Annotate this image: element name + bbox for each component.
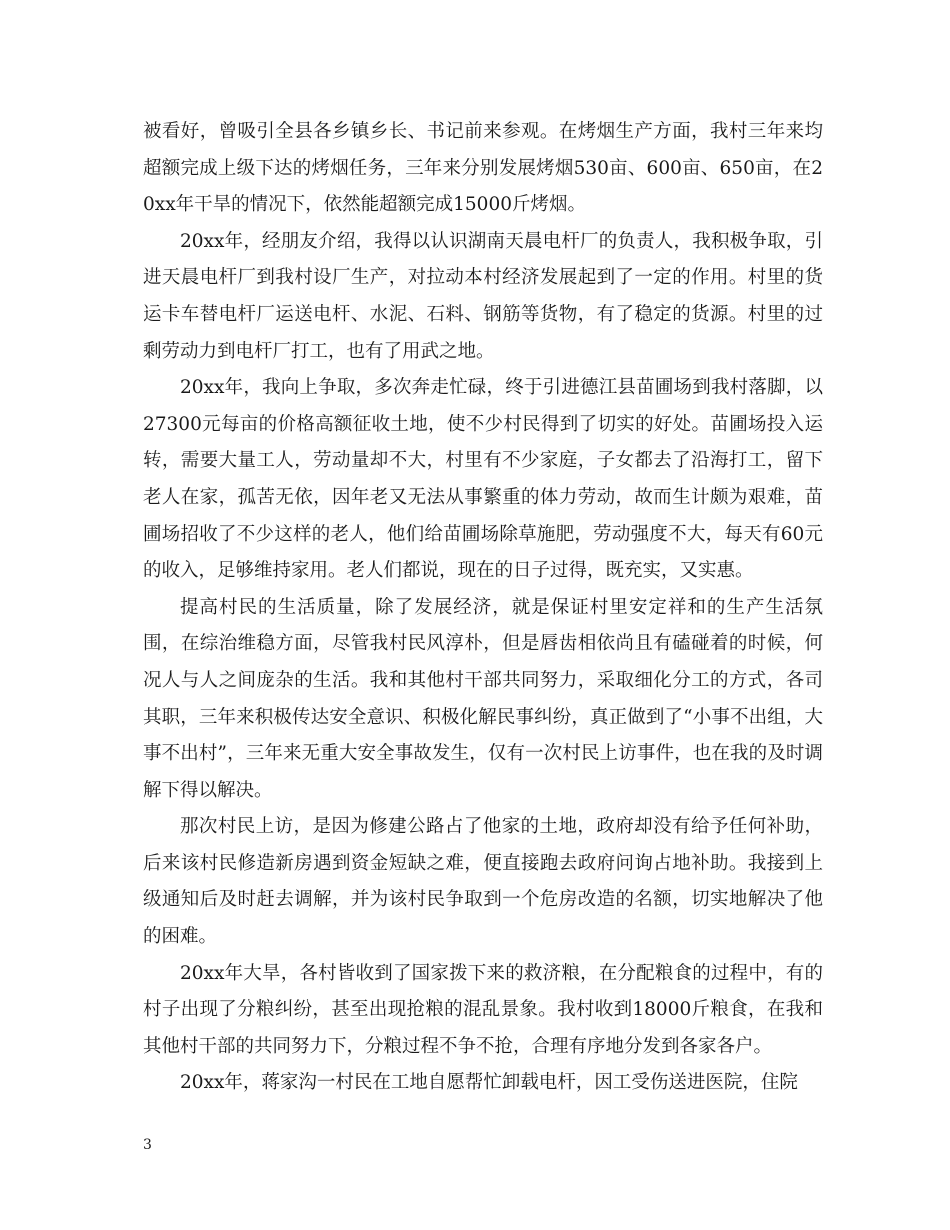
paragraph: 20xx年，我向上争取，多次奔走忙碌，终于引进德江县苗圃场到我村落脚，以27300元每亩的价格高额征收土地，使不少村民得到了切实的好处。苗圃场投入运转，需要大量工人，劳动量却不大，村里有不少家庭，子女都去了沿海打工，留下老人在家，孤苦无依，因年老又无法从事繁重的体力劳动，故而生计颇为艰难，苗圃场招收了不少这样的老人，他们给苗圃场除草施肥，劳动强度不大，每天有60元的收入，足够维持家用。老人们都说，现在的日子过得，既充实，又实惠。 [143, 377, 823, 582]
paragraph: 那次村民上访，是因为修建公路占了他家的土地，政府却没有给予任何补助，后来该村民修造新房遇到资金短缺之难，便直接跑去政府问询占地补助。我接到上级通知后及时赶去调解，并为该村民争取到一个危房改造的名额，切实地解决了他的困难。 [143, 816, 823, 948]
paragraph: 提高村民的生活质量，除了发展经济，就是保证村里安定祥和的生产生活氛围，在综治维稳方面，尽管我村民风淳朴，但是唇齿相依尚且有磕碰着的时候，何况人与人之间庞杂的生活。我和其他村干部共同努力，采取细化分工的方式，各司其职，三年来积极传达安全意识、积极化解民事纠纷，真正做到了“小事不出组，大事不出村”，三年来无重大安全事故发生，仅有一次村民上访事件，也在我的及时调解下得以解决。 [143, 596, 823, 801]
body-text [143, 114, 823, 1102]
paragraph: 20xx年大旱，各村皆收到了国家拨下来的救济粮，在分配粮食的过程中，有的村子出现了分粮纠纷，甚至出现抢粮的混乱景象。我村收到18000斤粮食，在我和其他村干部的共同努力下，分粮过程不争不抢，合理有序地分发到各家各户。 [143, 962, 823, 1057]
paragraph: 20xx年，蒋家沟一村民在工地自愿帮忙卸载电杆，因工受伤送进医院，住院 [180, 1072, 798, 1094]
paragraph: 20xx年，经朋友介绍，我得以认识湖南天晨电杆厂的负责人，我积极争取，引进天晨电杆厂到我村设厂生产，对拉动本村经济发展起到了一定的作用。村里的货运卡车替电杆厂运送电杆、水泥、石料、钢筋等货物，有了稳定的货源。村里的过剩劳动力到电杆厂打工，也有了用武之地。 [143, 230, 823, 362]
page-number: 3 [143, 1137, 152, 1153]
paragraph: 被看好，曾吸引全县各乡镇乡长、书记前来参观。在烤烟生产方面，我村三年来均超额完成上级下达的烤烟任务，三年来分别发展烤烟530亩、600亩、650亩，在20xx年干旱的情况下，依然能超额完成15000斤烤烟。 [143, 121, 823, 216]
